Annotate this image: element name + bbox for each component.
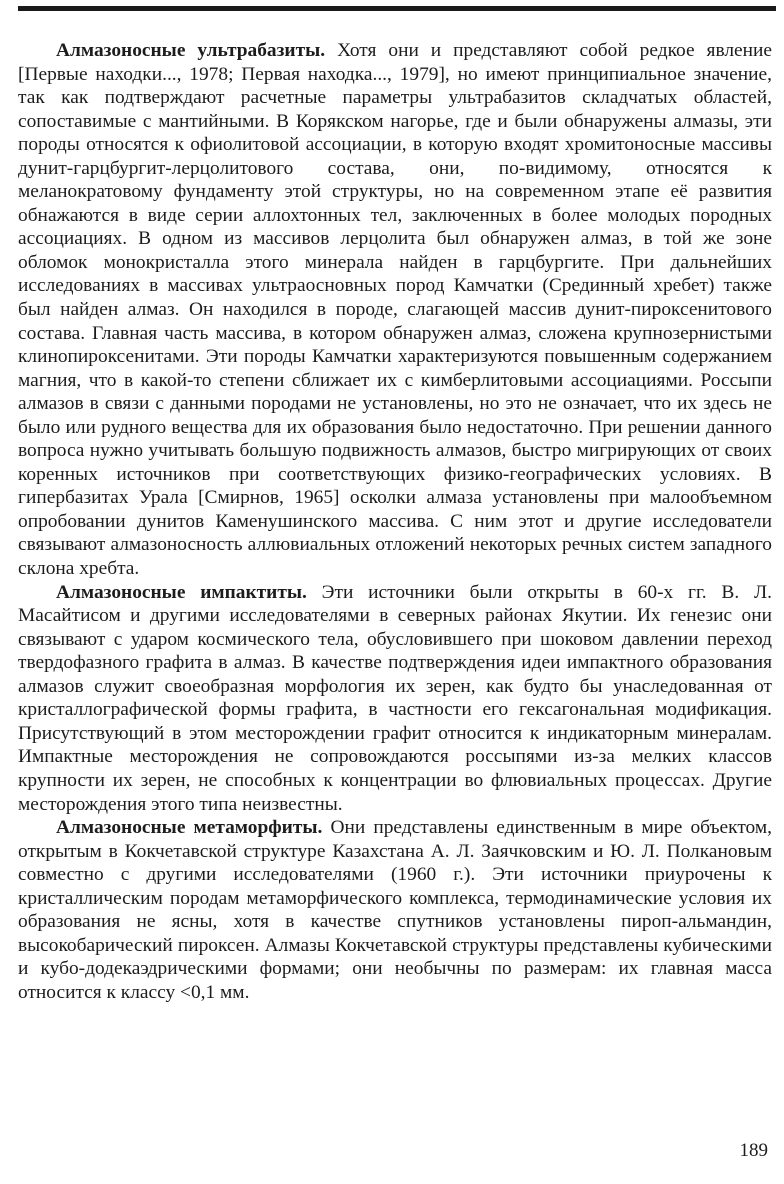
paragraph-text: Эти источники были открыты в 60-х гг. В. Л. Масайтисом и другими исследователями в северных районах Якутии. Их генезис они связывают с ударом космического тела, обусловившего при шоковом давлении переход твердофазного графита в алмаз. В качестве подтверждения идеи импактного образования алмазов служит своеобразная морфология их зерен, как будто бы унаследованная от кристаллографической формы графита, в частности его гексагональная модификация. Присутствующий в этом месторождении графит относится к индикаторным минералам. Импактные месторождения не сопровождаются россыпями из-за мелких классов крупности их зерен, не способных к концентрации во флювиальных процессах. Другие месторождения этого типа неизвестны. [18,581,772,815]
paragraph-heading: Алмазоносные метаморфиты. [56,817,323,839]
paragraph-ultrabasites [18,39,772,581]
header-rule [18,6,776,11]
paragraph-heading: Алмазоносные импактиты. [56,581,307,603]
paragraph-impactites [18,581,772,816]
paragraph-metamorphites [18,816,772,1004]
paragraph-heading: Алмазоносные ультрабазиты. [56,40,326,61]
paragraph-text: Хотя они и представляют собой редкое явление [Первые находки..., 1978; Первая находка..., 1979], но имеют принципиальное значение, так как подтверждают расчетные параметры ультрабазитов складчатых областей, сопоставимые с мантийными. В Корякском нагорье, где и были обнаружены алмазы, эти породы относятся к офиолитовой ассоциации, в которую входят хромитоносные массивы дунит-гарцбургит-лерцолитового состава, они, по-видимому, относятся к меланократовому фундаменту этой структуры, но на современном этапе её развития обнажаются в виде серии аллохтонных тел, заключенных в более молодых породных ассоциациях. В одном из массивов лерцолита был обнаружен алмаз, в той же зоне обломок монокристалла этого минерала найден в гарцбургите. При дальнейших исследованиях в массивах ультраосновных пород Камчатки (Срединный хребет) также был найден алмаз. Он находился в породе, слагающей массив дунит-пироксенитового состава. Главная часть массива, в котором обнаружен алмаз, сложена крупнозернистыми клинопироксенитами. Эти породы Камчатки характеризуются повышенным содержанием магния, что в какой-то степени сближает их с кимберлитовыми ассоциациями. Россыпи алмазов в связи с данными породами не установлены, но это не означает, что их здесь не было или рудного вещества для их образования было недостаточно. При решении данного вопроса нужно учитывать большую подвижность алмазов, быстро мигрирующих от своих коренных источников при соответствующих физико-географических условиях. В гипербазитах Урала [Смирнов, 1965] осколки алмаза установлены при малообъемном опробовании дунитов Каменушинского массива. С ним этот и другие исследователи связывают алмазоносность аллювиальных отложений некоторых речных систем западного склона хребта. [18,40,772,580]
paragraph-text: Они представлены единственным в мире объектом, открытым в Кокчетавской структуре Казахстана А. Л. Заячковским и Ю. Л. Полкановым совместно с другими исследователями (1960 г.). Эти источники приурочены к кристаллическим породам метаморфического комплекса, термодинамические условия их образования не ясны, хотя в качестве спутников установлены пироп-альмандин, высокобарический пироксен. Алмазы Кокчетавской структуры представлены кубическими и кубо-додекаэдрическими формами; они необычны по размерам: их главная масса относится к классу <0,1 мм. [18,817,772,1003]
body-text [18,39,772,1004]
page-number: 189 [739,1140,768,1161]
